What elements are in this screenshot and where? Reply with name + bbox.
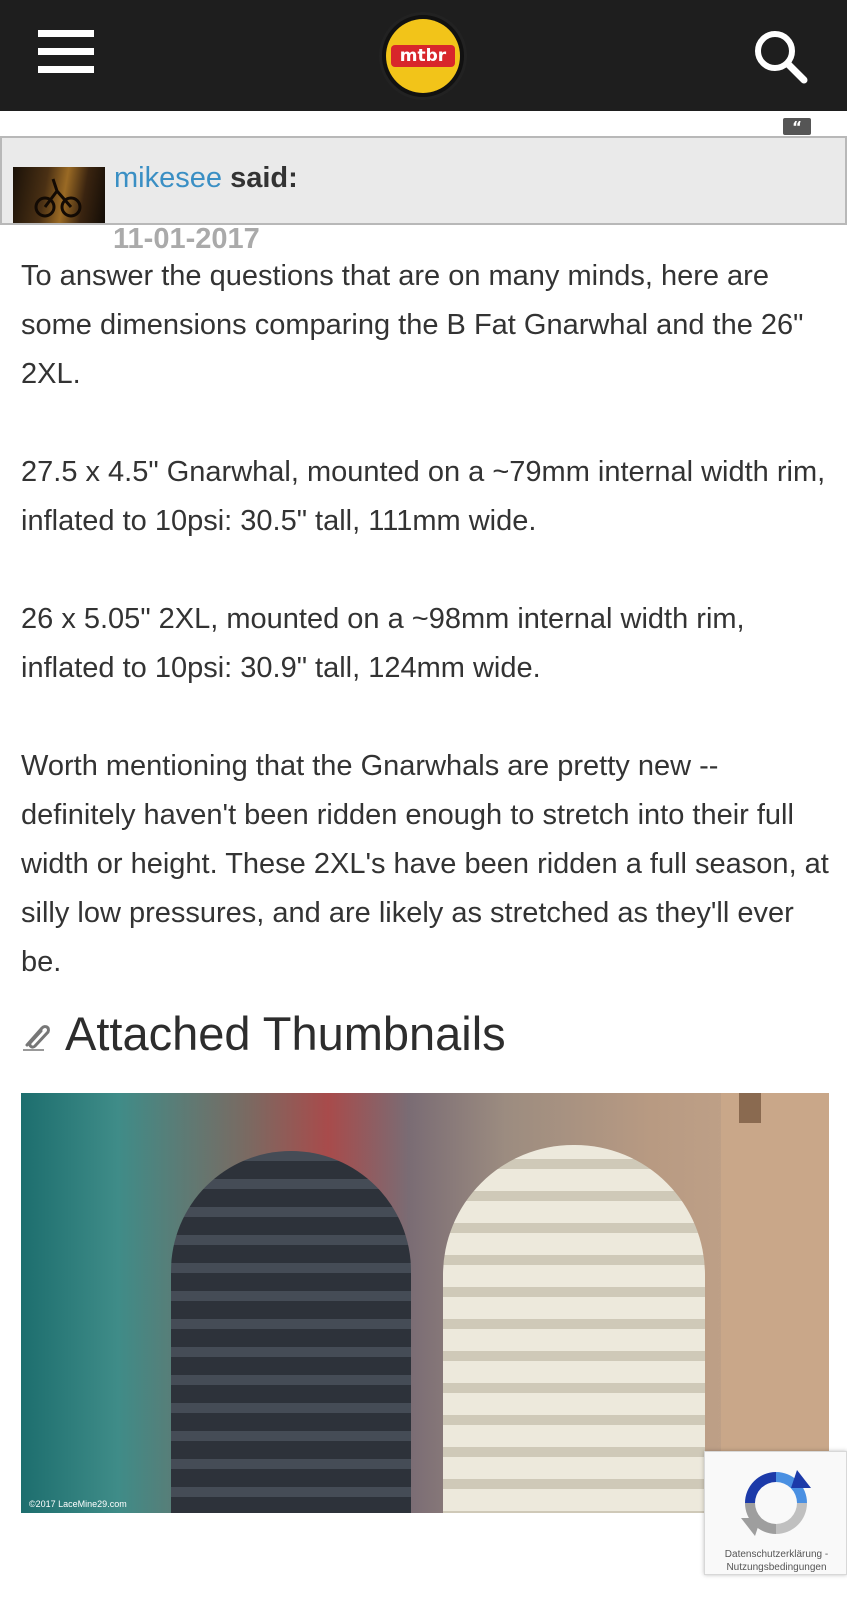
avatar[interactable] xyxy=(13,167,105,223)
dark-tire xyxy=(171,1151,411,1513)
username-link[interactable]: mikesee xyxy=(114,162,222,194)
link-separator: - xyxy=(822,1549,829,1560)
quote-icon[interactable]: “ xyxy=(783,118,811,135)
top-navigation-bar xyxy=(0,0,847,111)
wood-shadow xyxy=(739,1093,761,1123)
logo-text: mtbr xyxy=(391,45,455,67)
hamburger-menu-icon[interactable] xyxy=(38,30,94,80)
recaptcha-links xyxy=(705,1548,847,1574)
recaptcha-badge[interactable] xyxy=(704,1451,847,1575)
post-paragraph: 27.5 x 4.5" Gnarwhal, mounted on a ~79mm internal width rim, inflated to 10psi: 30.5" tall, 111mm wide. xyxy=(21,456,826,537)
recaptcha-icon xyxy=(735,1462,817,1544)
privacy-link[interactable]: Datenschutzerklärung xyxy=(724,1549,823,1560)
post-date: 11-01-2017 xyxy=(113,223,260,255)
image-credit: ©2017 LaceMine29.com xyxy=(29,1499,127,1509)
said-label: said: xyxy=(230,162,298,194)
post-body xyxy=(21,252,836,987)
light-tire xyxy=(443,1145,705,1513)
logo-ring xyxy=(386,19,460,93)
attachments-title: Attached Thumbnails xyxy=(65,1007,506,1060)
post-paragraph: Worth mentioning that the Gnarwhals are pretty new -- definitely haven't been ridden enough to stretch into their full width or height. These 2XL's have been ridden a full season, at silly low pressures, and are likely as stretched as they'll ever be. xyxy=(21,750,829,978)
paperclip-icon xyxy=(20,1019,54,1053)
wood-background xyxy=(721,1093,829,1513)
attached-thumbnail-image[interactable] xyxy=(21,1093,829,1513)
terms-link[interactable]: Nutzungsbedingungen xyxy=(726,1562,827,1573)
post-paragraph: 26 x 5.05" 2XL, mounted on a ~98mm internal width rim, inflated to 10psi: 30.9" tall, 124mm wide. xyxy=(21,603,745,684)
quote-header xyxy=(0,136,847,225)
quote-title xyxy=(114,162,298,194)
post-paragraph: To answer the questions that are on many minds, here are some dimensions comparing the B Fat Gnarwhal and the 26" 2XL. xyxy=(21,260,804,390)
search-icon[interactable] xyxy=(752,28,810,86)
site-logo[interactable] xyxy=(379,12,467,100)
